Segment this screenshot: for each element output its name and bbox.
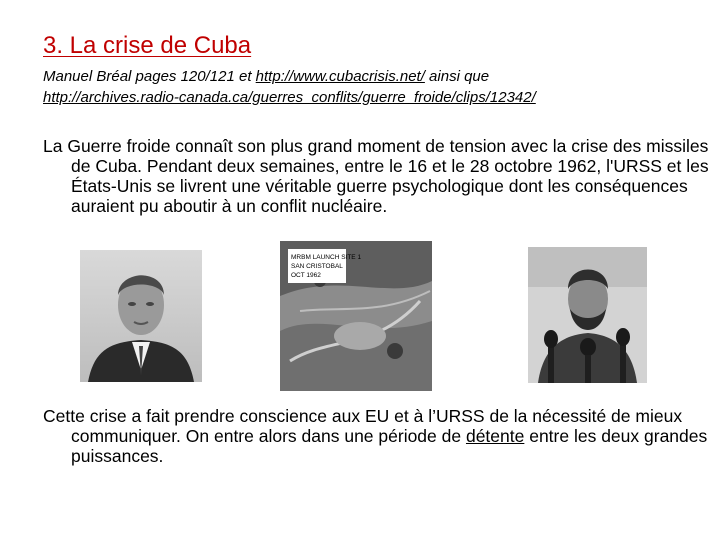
- paragraph-conclusion: [43, 406, 720, 466]
- photo-label-3: OCT 1962: [291, 272, 321, 279]
- castro-photo: [528, 247, 647, 383]
- paragraph2-before: Cette crise a fait prendre conscience aux EU et à l’URSS de la nécessité de mieux communiquer. On entre alors dans une période de: [43, 406, 683, 446]
- cubacrisis-link[interactable]: http://www.cubacrisis.net/: [255, 68, 425, 85]
- radio-canada-link[interactable]: http://archives.radio-canada.ca/guerres_conflits/guerre_froide/clips/12342/: [43, 89, 536, 106]
- photo-label-2: SAN CRISTOBAL: [291, 263, 343, 270]
- slide-title: 3. La crise de Cuba: [43, 32, 252, 59]
- kennedy-photo: [80, 250, 202, 382]
- source-middle: ainsi que: [424, 68, 490, 85]
- paragraph2-after: entre les deux grandes puissances.: [71, 426, 708, 466]
- source-prefix: Manuel Bréal pages 120/121 et: [43, 68, 256, 85]
- photo-label-1: MRBM LAUNCH SITE 1: [291, 254, 362, 261]
- paragraph-intro: La Guerre froide connaît son plus grand moment de tension avec la crise des missiles de Cuba. Pendant deux semaines, entre le 16 et le 28 octobre 1962, l'URSS et les États-Unis se livrent une véritable guerre psychologique dont les conséquences auraient pu aboutir à un conflit nucléaire.: [43, 136, 709, 216]
- source-line: [43, 66, 703, 108]
- aerial-reconnaissance-photo: [280, 241, 432, 391]
- detente-word: détente: [465, 426, 525, 446]
